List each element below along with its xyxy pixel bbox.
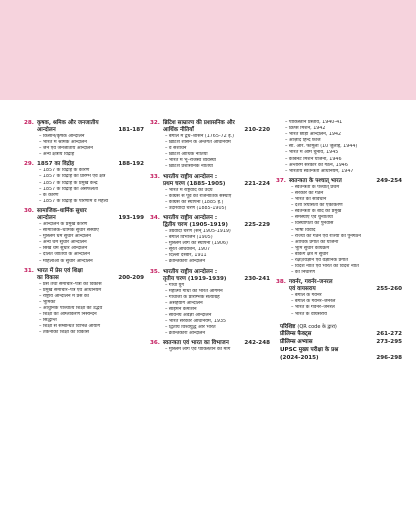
chapter-number: 36. — [150, 340, 160, 347]
chapter-pages: 221-224 — [244, 180, 270, 187]
subtopic-item: – भारत सरकार अधिनियम, 1935 — [165, 319, 227, 325]
chapter-title-line — [37, 120, 144, 127]
chapter-title-text: स्वतन्त्रता एवं भारत का विभाजन — [163, 340, 229, 347]
subtopic-item: – भूमिका — [39, 299, 56, 305]
subtopic-item: – कैबिनेट मिशन योजना, 1946 — [285, 156, 342, 162]
subtopic-item: – भारत में श्रमिक आन्दोलन — [39, 140, 87, 146]
subtopic-item: – आधुनिक पाश्चात्य शिक्षा का उद्भव — [39, 305, 103, 311]
chapter-title-line — [163, 340, 270, 347]
chapter-title-text: भारतीय राष्ट्रीय आन्दोलन : — [163, 214, 218, 221]
subtopic-item: – तकनीकी शिक्षा का विकास — [39, 330, 89, 336]
chapter-pages: 225-229 — [244, 221, 270, 228]
chapter-title-text: एवं वायसराय — [289, 286, 316, 293]
chapter-number: 34. — [150, 214, 160, 221]
appendix-item — [276, 346, 402, 354]
continued-list — [276, 120, 402, 175]
appendix-note: (QR code के द्वारा) — [297, 323, 337, 330]
subtopic-item: – भारत के वायसराय — [291, 311, 327, 317]
appendix-item — [276, 354, 402, 362]
chapter-title-text: सामाजिक–धार्मिक सुधार — [37, 207, 87, 214]
chapter-title-text: ब्रिटिश साम्राज्य की प्रशासनिक और — [163, 120, 235, 126]
contents-column-2 — [150, 120, 270, 356]
subtopic-item: – अन्य क्षेत्रीय विद्रोह — [39, 152, 75, 158]
chapter-number: 31. — [24, 267, 34, 274]
subtopic-item: – रक्षा/विज्ञान एवं वैज्ञानिक प्रगति — [291, 257, 348, 263]
chapter-entry — [150, 340, 270, 353]
subtopic-item: – बंगाल विभाजन (1905) — [165, 235, 213, 241]
chapter-number: 32. — [150, 120, 160, 126]
contents-card — [20, 112, 402, 518]
chapter-title — [276, 279, 402, 293]
subtopic-item: – क्रान्तिकारी आन्दोलन — [165, 259, 206, 265]
chapter-title-line — [163, 127, 270, 134]
chapter-number: 29. — [24, 161, 34, 168]
chapter-title-text: भारतीय राष्ट्रीय आन्दोलन : — [163, 173, 218, 180]
chapter-title — [24, 161, 144, 168]
subtopic-item: – ब्रिटिश प्रशासनिक नीतियाँ — [165, 164, 213, 170]
chapter-pages: 249-254 — [376, 177, 402, 184]
subtopic-item: – सामाजिक–धार्मिक सुधार संस्थाएँ — [39, 228, 99, 234]
chapter-title-text: कृषक, श्रमिक और जनजातीय — [37, 120, 99, 126]
chapter-title-text: तृतीय चरण (1919-1939) — [163, 275, 227, 282]
chapter-title-text: 1857 का विद्रोह — [37, 161, 75, 168]
subtopic-item: – शिक्षा से सम्बन्धित विभिन्न आयोग — [39, 324, 101, 330]
chapter-entry — [276, 279, 402, 317]
chapter-pages: 242-248 — [244, 340, 270, 347]
chapter-pages: 210-220 — [244, 127, 270, 133]
chapter-title-line — [37, 275, 144, 282]
appendix-label: (2024-2015) — [280, 354, 319, 361]
pink-header-band — [0, 0, 416, 100]
chapter-title-line — [289, 178, 402, 185]
chapter-number: 30. — [24, 207, 34, 214]
appendix-title-text: परिशिष्ट — [280, 323, 296, 330]
appendix-pages: 261-272 — [376, 330, 402, 337]
chapter-title-text: का विकास — [37, 274, 59, 281]
subtopic-item: – दिल्ली दरबार, 1911 — [165, 253, 207, 259]
chapter-number: 35. — [150, 268, 160, 275]
subtopic-item: – 1857 के विद्रोह के प्रमुख केन्द्र — [39, 180, 98, 186]
subtopic-item: – उदारवादी चरण (1885-1905) — [165, 205, 227, 211]
contents-column-3 — [276, 120, 402, 362]
appendix-pages: 273-295 — [376, 338, 402, 345]
subtopic-item: – 1857 के विद्रोह के परिणाम व महत्त्व — [39, 198, 109, 204]
chapter-title-text: आर्थिक नीतियाँ — [163, 127, 194, 133]
subtopic-item: – भारत छोड़ो आन्दोलन, 1942 — [285, 132, 342, 138]
chapter-title-text: द्वितीय चरण (1905-1919) — [163, 221, 228, 228]
subtopic-item: – सविनय अवज्ञा आन्दोलन — [165, 312, 212, 318]
chapter-entry — [150, 120, 270, 171]
chapter-title — [150, 340, 270, 347]
subtopic-item: – भारतीय स्वतन्त्रता अधिनियम, 1947 — [285, 168, 354, 174]
chapter-title-line — [163, 222, 270, 229]
subtopic-item: – समस्याएँ एवं चुनौतियाँ — [291, 215, 333, 221]
subtopic-item: – दलित जातियों के आन्दोलन — [39, 252, 90, 258]
chapter-title — [150, 215, 270, 229]
subtopic-item: – भाषा विवाद — [291, 227, 316, 233]
chapter-pages: 200-209 — [118, 274, 144, 281]
subtopic-item: – भारत में भू–राजस्व व्यवस्था — [165, 158, 216, 164]
subtopic-item: – के कारण — [39, 192, 59, 198]
chapter-entry — [150, 174, 270, 212]
subtopic-item: – कांग्रेस की स्थापना (1885 ई.) — [165, 199, 224, 205]
chapter-pages: 181-187 — [118, 127, 144, 133]
chapter-entry — [150, 215, 270, 266]
chapter-title — [24, 120, 144, 134]
subtopic-item: – विस्थापितों का पुनर्वास — [291, 221, 334, 227]
chapter-title-text: स्वतन्त्रता के पश्चात् भारत — [289, 177, 342, 184]
chapter-title — [150, 120, 270, 134]
subtopic-item: – भारत में राष्ट्रवाद का उदय — [165, 187, 213, 193]
appendix-section — [276, 322, 402, 362]
subtopic-item: – भारत में आम चुनाव, 1945 — [285, 150, 339, 156]
chapter-pages: 188-192 — [118, 161, 144, 168]
appendix-label: UPSC मुख्य परीक्षा के प्रश्न — [280, 346, 339, 353]
subtopic-item: – जन एवं जनजातीय आन्दोलन — [39, 146, 93, 152]
subtopic-item: – गाँधीजी के प्रारम्भिक सत्याग्रह — [165, 294, 220, 300]
subtopic-item: – भूमि सुधार कार्यक्रम — [291, 245, 330, 251]
appendix-label: प्रीलिम्स अभ्यास — [280, 338, 313, 345]
chapter-title — [276, 178, 402, 185]
chapter-title-text: आन्दोलन — [37, 127, 56, 133]
subtopic-item: – सिद्धान्त — [39, 318, 57, 324]
chapter-pages: 193-199 — [118, 214, 144, 221]
appendix-label: प्रीलिम्स फैक्ट्स — [280, 330, 312, 337]
subtopic-item: – उग्रवादी चरण (सन् 1905-1919) — [165, 228, 231, 234]
chapter-title-text: भारतीय राष्ट्रीय आन्दोलन : — [163, 268, 218, 275]
subtopic-item: – आन्दोलन के प्रमुख कारण — [39, 221, 88, 227]
chapter-title — [150, 269, 270, 283]
subtopic-item: – बंगाल के गवर्नर–जनरल — [291, 299, 336, 305]
chapter-entry — [24, 208, 144, 265]
subtopic-item: – ब्रिटिश शासन के अन्तर्गत अधिनियम — [165, 140, 231, 146]
subtopic-item: – व संशोधन — [165, 146, 187, 152]
appendix-items — [276, 330, 402, 362]
subtopic-item: – प्रमुख समाचार–पत्र एवं अधिनियम — [39, 287, 102, 293]
appendix-item — [276, 330, 402, 338]
subtopic-item: – स्वतन्त्रता के पश्चात् प्रथम — [291, 184, 340, 190]
chapter-title — [150, 174, 270, 188]
subtopic-item: – भारत का संविधान — [291, 197, 327, 203]
chapter-number: 28. — [24, 120, 34, 126]
subtopic-item: – देशी रियासतों का एकीकरण — [291, 203, 343, 209]
subtopic-item: – बंगाल के गवर्नर — [291, 293, 322, 299]
subtopic-item: – 1857 के विद्रोह का प्रारम्भ एवं क्षेत्र — [39, 174, 106, 180]
subtopic-item: – बैंकिंग क्षेत्र में सुधार — [291, 251, 329, 257]
appendix-pages: 296-298 — [376, 354, 402, 361]
chapter-entry — [150, 269, 270, 338]
subtopic-item: – 1857 के विद्रोह की असफलता — [39, 186, 98, 192]
chapter-title-line — [163, 174, 270, 181]
chapter-title — [24, 208, 144, 222]
subtopic-item: – ब्रिटिश आर्थिक नीतियाँ — [165, 152, 208, 158]
subtopic-item: – का निर्धारण — [291, 270, 315, 276]
chapter-title-text: आन्दोलन — [37, 214, 56, 221]
chapter-entry — [24, 268, 144, 337]
subtopic-item: – असहयोग आन्दोलन — [165, 300, 203, 306]
chapter-title-line — [289, 286, 402, 293]
chapter-title-line — [37, 215, 144, 222]
contents-column-1 — [24, 120, 144, 339]
chapter-pages: 230-241 — [244, 275, 270, 282]
subtopic-item: – कांग्रेस से पूर्व की राजनीतिक संस्थाएँ — [165, 193, 232, 199]
chapter-title-text: प्रथम चरण (1885-1905) — [163, 180, 226, 187]
appendix-title — [276, 322, 402, 330]
chapter-entry — [24, 120, 144, 158]
chapter-title-line — [163, 120, 270, 127]
subtopic-item: – पाकिस्तान प्रस्ताव, 1940-41 — [285, 120, 343, 125]
subtopic-item: – सिख धर्म सुधार आन्दोलन — [39, 246, 88, 252]
subtopic-item: – भारत के गवर्नर–जनरल — [291, 305, 335, 311]
chapter-title-line — [163, 215, 270, 222]
subtopic-item: – मुस्लिम लीग की स्थापना (1906) — [165, 241, 228, 247]
subtopic-item: – द्वितीय विश्वयुद्ध और भारत — [165, 325, 216, 331]
subtopic-item: – विदेश नीति एवं भारत की विदेश नीति — [291, 264, 359, 270]
appendix-item — [276, 338, 402, 346]
continued-topics — [276, 120, 402, 175]
chapter-title-line — [37, 208, 144, 215]
subtopic-item: – स्वतन्त्रता के बाद की प्रमुख — [291, 209, 342, 215]
subtopic-item: – अन्तरिम सरकार का गठन, 1946 — [285, 162, 348, 168]
subtopic-item: – सूरत अधिवेशन, 1907 — [165, 247, 211, 253]
subtopic-item: – आज़ाद हिन्द फ़ौज — [285, 138, 321, 144]
subtopic-item: – क्रान्तिकारी आन्दोलन — [165, 331, 206, 337]
chapter-number: 37. — [276, 177, 286, 184]
subtopic-item: – बंगाल में द्वैध–शासन (1765-72 ई.) — [165, 134, 235, 139]
chapter-entry — [24, 161, 144, 205]
chapter-number: 33. — [150, 173, 160, 180]
subtopic-item: – आर्थिक प्रगति की योजना — [291, 239, 339, 245]
subtopic-item: – क्रिप्स मिशन, 1942 — [285, 126, 326, 132]
chapter-pages: 255-260 — [376, 286, 402, 293]
chapter-title-line — [163, 269, 270, 276]
column-3-entries — [276, 178, 402, 318]
subtopic-item: – सरकार का गठन — [291, 190, 324, 196]
chapter-title-line — [37, 161, 144, 168]
subtopic-item: – राष्ट्रीय आन्दोलन में प्रेस की — [39, 293, 89, 299]
subtopic-item: – शिक्षा का आंग्लीकरण निस्यन्दन — [39, 312, 97, 318]
chapter-title-text: गवर्नर, गवर्नर–जनरल — [289, 279, 333, 286]
subtopic-item: – महात्मा गाँधी का भारत आगमन — [165, 288, 223, 294]
subtopic-item: – सी. आर. फॉर्मूला (10 जुलाई, 1944) — [285, 144, 358, 150]
chapter-title-line — [163, 181, 270, 188]
subtopic-item: – अन्य धर्म सुधार आन्दोलन — [39, 240, 87, 246]
subtopic-item: – गाँधी युग — [165, 282, 185, 288]
chapter-title-line — [37, 127, 144, 134]
chapter-entry — [276, 178, 402, 276]
chapter-title-line — [37, 268, 144, 275]
subtopic-item: – प्रेस तथा समाचार–पत्रों का विकास — [39, 281, 102, 287]
subtopic-item: – राज्यों का गठन एवं राज्यों का पुनर्गठन — [291, 233, 361, 239]
subtopic-item: – मुस्लिम धर्म सुधार आन्दोलन — [39, 234, 91, 240]
subtopic-item: – मुस्लिम लीग एवं पाकिस्तान की माँग — [165, 347, 231, 353]
chapter-title-text: भारत में प्रेस एवं शिक्षा — [37, 267, 83, 274]
subtopic-item: – साइमन कमीशन — [165, 306, 197, 312]
subtopic-item: – किसान/कृषक आन्दोलन — [39, 134, 85, 139]
subtopic-item: – 1857 के विद्रोह के कारण — [39, 168, 90, 174]
chapter-number: 38. — [276, 279, 286, 286]
chapter-title-line — [163, 276, 270, 283]
subtopic-item: – महिलाओं के सुधार आन्दोलन — [39, 258, 93, 264]
chapter-title — [24, 268, 144, 282]
